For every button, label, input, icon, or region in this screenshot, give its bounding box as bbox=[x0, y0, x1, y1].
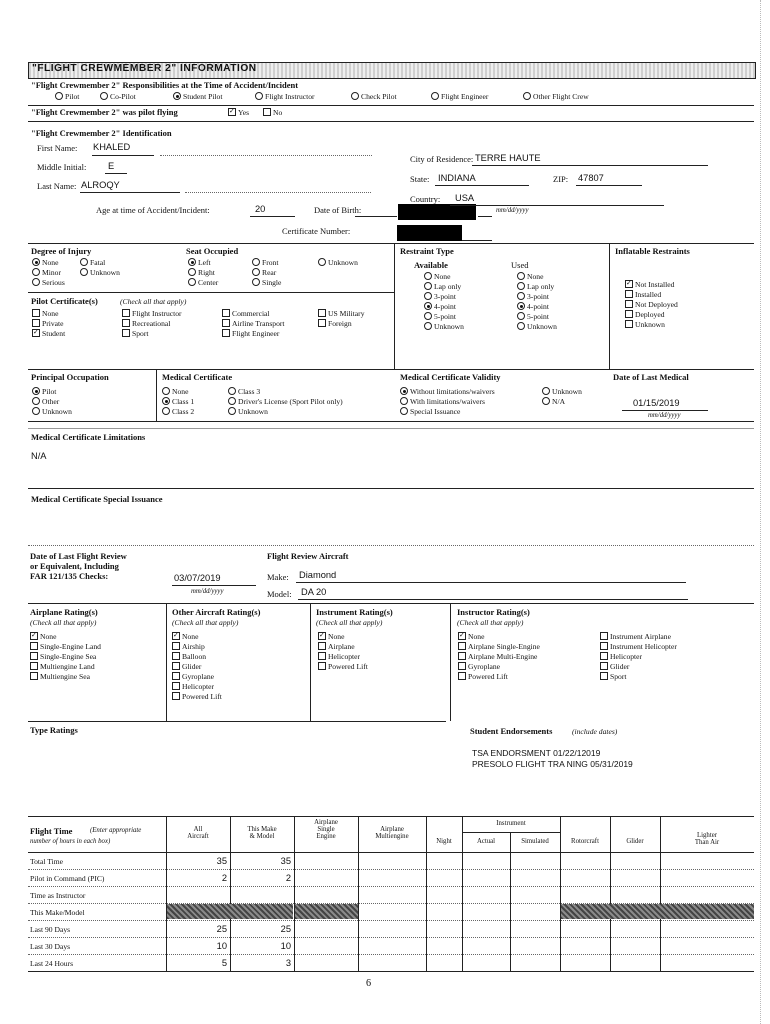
col-night: Night bbox=[436, 838, 452, 845]
col-lighter-than-air-2: Than Air bbox=[694, 839, 720, 846]
radio-injury-none[interactable] bbox=[32, 258, 40, 266]
radio-medical-unknown[interactable] bbox=[228, 407, 236, 415]
responsibilities-title: "Flight Crewmember 2" Responsibilities at the Time of Accident/Incident bbox=[31, 80, 299, 90]
radio-flight-engineer[interactable] bbox=[431, 92, 439, 100]
page-title: "FLIGHT CREWMEMBER 2" INFORMATION bbox=[32, 63, 257, 74]
checkbox-other-airship[interactable] bbox=[172, 642, 180, 650]
page-number: 6 bbox=[366, 978, 372, 989]
instrument-rating-note: (Check all that apply) bbox=[316, 618, 383, 627]
checkbox-instrument-helicopter[interactable] bbox=[318, 652, 326, 660]
radio-medical-class3[interactable] bbox=[228, 387, 236, 395]
radio-validity-na[interactable] bbox=[542, 397, 550, 405]
col-this-make: This Make bbox=[247, 826, 277, 833]
radio-seat-right[interactable] bbox=[188, 268, 196, 276]
pilot-cert-note: (Check all that apply) bbox=[120, 297, 187, 306]
checkbox-inflatable-deployed[interactable] bbox=[625, 310, 633, 318]
cell-90-make[interactable]: 25 bbox=[280, 924, 291, 934]
radio-used-5pt[interactable] bbox=[517, 312, 525, 320]
instructor-rating-title: Instructor Rating(s) bbox=[457, 607, 530, 617]
checkbox-other-none[interactable] bbox=[172, 632, 180, 640]
col-simulated: Simulated bbox=[521, 838, 549, 845]
col-airplane-single-3: Engine bbox=[316, 833, 336, 840]
radio-check-pilot[interactable] bbox=[351, 92, 359, 100]
endorsement-line-1[interactable]: TSA ENDORSMENT 01/22/12019 bbox=[472, 748, 601, 758]
flight-time-note: (Enter appropriate bbox=[90, 827, 142, 834]
cell-total-make[interactable]: 35 bbox=[280, 856, 291, 866]
endorsements-note: (include dates) bbox=[572, 727, 618, 736]
checkbox-inflatable-installed[interactable] bbox=[625, 290, 633, 298]
checkbox-other-powered-lift[interactable] bbox=[172, 692, 180, 700]
certificate-label: Certificate Number: bbox=[282, 226, 351, 236]
cell-pic-all[interactable]: 2 bbox=[221, 873, 227, 883]
col-glider: Glider bbox=[626, 838, 644, 845]
checkbox-other-balloon[interactable] bbox=[172, 652, 180, 660]
radio-flight-instructor[interactable] bbox=[255, 92, 263, 100]
radio-avail-4pt[interactable] bbox=[424, 302, 432, 310]
first-name-field[interactable]: KHALED bbox=[93, 142, 131, 152]
checkbox-instrument-none[interactable] bbox=[318, 632, 326, 640]
type-ratings-title: Type Ratings bbox=[30, 725, 78, 735]
radio-seat-front[interactable] bbox=[252, 258, 260, 266]
cell-pic-make[interactable]: 2 bbox=[285, 873, 291, 883]
checkbox-instructor-helicopter[interactable] bbox=[600, 652, 608, 660]
last-name-field[interactable]: ALROQY bbox=[81, 180, 120, 190]
radio-used-4pt[interactable] bbox=[517, 302, 525, 310]
col-rotorcraft: Rotorcraft bbox=[571, 838, 599, 845]
limitations-title: Medical Certificate Limitations bbox=[31, 432, 146, 442]
checkbox-airplane-ses[interactable] bbox=[30, 652, 38, 660]
airplane-rating-note: (Check all that apply) bbox=[30, 618, 97, 627]
radio-avail-5pt[interactable] bbox=[424, 312, 432, 320]
radio-used-3pt[interactable] bbox=[517, 292, 525, 300]
scan-edge bbox=[760, 0, 761, 1024]
radio-validity-with[interactable] bbox=[400, 397, 408, 405]
radio-injury-serious[interactable] bbox=[32, 278, 40, 286]
cell-90-all[interactable]: 25 bbox=[216, 924, 227, 934]
injury-title: Degree of Injury bbox=[31, 246, 92, 256]
checkbox-cert-flight-instructor[interactable] bbox=[122, 309, 130, 317]
first-name-label: First Name: bbox=[37, 143, 78, 153]
checkbox-cert-sport[interactable] bbox=[122, 329, 130, 337]
radio-avail-none[interactable] bbox=[424, 272, 432, 280]
middle-initial-label: Middle Initial: bbox=[37, 162, 87, 172]
cell-30-all[interactable]: 10 bbox=[216, 941, 227, 951]
radio-used-unknown[interactable] bbox=[517, 322, 525, 330]
seat-title: Seat Occupied bbox=[186, 246, 239, 256]
radio-medical-class1[interactable] bbox=[162, 397, 170, 405]
radio-avail-3pt[interactable] bbox=[424, 292, 432, 300]
checkbox-instrument-airplane[interactable] bbox=[318, 642, 326, 650]
radio-avail-lap[interactable] bbox=[424, 282, 432, 290]
checkbox-airplane-sel[interactable] bbox=[30, 642, 38, 650]
radio-injury-minor[interactable] bbox=[32, 268, 40, 276]
checkbox-cert-none[interactable] bbox=[32, 309, 40, 317]
cell-30-make[interactable]: 10 bbox=[280, 941, 291, 951]
checkbox-instructor-ase[interactable] bbox=[458, 642, 466, 650]
last-medical-format: mm/dd/yyyy bbox=[648, 412, 681, 419]
checkbox-other-gyroplane[interactable] bbox=[172, 672, 180, 680]
last-name-label: Last Name: bbox=[37, 181, 77, 191]
row-last-30-days: Last 30 Days bbox=[30, 942, 71, 951]
radio-injury-unknown[interactable] bbox=[80, 268, 88, 276]
col-all-aircraft: All bbox=[193, 826, 203, 833]
radio-used-lap[interactable] bbox=[517, 282, 525, 290]
cell-24-make[interactable]: 3 bbox=[285, 958, 291, 968]
middle-initial-field[interactable]: E bbox=[108, 161, 115, 171]
checkbox-cert-student[interactable] bbox=[32, 329, 40, 337]
radio-validity-without[interactable] bbox=[400, 387, 408, 395]
other-rating-note: (Check all that apply) bbox=[172, 618, 239, 627]
radio-occupation-unknown[interactable] bbox=[32, 407, 40, 415]
checkbox-cert-private[interactable] bbox=[32, 319, 40, 327]
identification-title: "Flight Crewmember 2" Identification bbox=[31, 128, 172, 138]
checkbox-cert-recreational[interactable] bbox=[122, 319, 130, 327]
airplane-rating-title: Airplane Rating(s) bbox=[30, 607, 98, 617]
checkbox-inflatable-not-deployed[interactable] bbox=[625, 300, 633, 308]
col-this-make-2: & Model bbox=[249, 833, 275, 840]
dob-label: Date of Birth: bbox=[314, 205, 362, 215]
state-label: State: bbox=[410, 174, 430, 184]
model-label: Model: bbox=[267, 589, 292, 599]
endorsements-title: Student Endorsements bbox=[470, 726, 553, 736]
checkbox-instructor-sport[interactable] bbox=[600, 672, 608, 680]
checkbox-airplane-mes[interactable] bbox=[30, 672, 38, 680]
zip-label: ZIP: bbox=[553, 174, 569, 184]
checkbox-other-helicopter[interactable] bbox=[172, 682, 180, 690]
row-last-24-hours: Last 24 Hours bbox=[30, 959, 74, 968]
flight-review-title-2: or Equivalent, Including bbox=[30, 561, 119, 571]
radio-pilot[interactable] bbox=[55, 92, 63, 100]
checkbox-instructor-none[interactable] bbox=[458, 632, 466, 640]
instrument-rating-title: Instrument Rating(s) bbox=[316, 607, 393, 617]
occupation-title: Principal Occupation bbox=[31, 372, 109, 382]
checkbox-cert-foreign[interactable] bbox=[318, 319, 326, 327]
col-airplane-multi: Airplane bbox=[380, 826, 404, 833]
radio-occupation-pilot[interactable] bbox=[32, 387, 40, 395]
age-field[interactable]: 20 bbox=[255, 204, 266, 214]
radio-used-none[interactable] bbox=[517, 272, 525, 280]
checkbox-inflatable-unknown[interactable] bbox=[625, 320, 633, 328]
radio-medical-none[interactable] bbox=[162, 387, 170, 395]
endorsement-line-2[interactable]: PRESOLO FLIGHT TRA NING 05/31/2019 bbox=[472, 759, 633, 769]
radio-medical-drivers-license[interactable] bbox=[228, 397, 236, 405]
flight-review-title-3: FAR 121/135 Checks: bbox=[30, 571, 109, 581]
special-issuance-title: Medical Certificate Special Issuance bbox=[31, 494, 163, 504]
dob-format: mm/dd/yyyy bbox=[496, 207, 529, 214]
state-field[interactable]: INDIANA bbox=[438, 173, 476, 183]
flight-time-note-2: number of hours in each box) bbox=[30, 838, 111, 845]
country-field[interactable]: USA bbox=[455, 193, 475, 203]
radio-seat-unknown[interactable] bbox=[318, 258, 326, 266]
checkbox-cert-flight-engineer[interactable] bbox=[222, 329, 230, 337]
city-field[interactable]: TERRE HAUTE bbox=[475, 153, 541, 163]
radio-injury-fatal[interactable] bbox=[80, 258, 88, 266]
checkbox-inflatable-not-installed[interactable] bbox=[625, 280, 633, 288]
checkbox-cert-us-military[interactable] bbox=[318, 309, 326, 317]
row-last-90-days: Last 90 Days bbox=[30, 925, 71, 934]
checkbox-instructor-ame[interactable] bbox=[458, 652, 466, 660]
row-this-make-model: This Make/Model bbox=[30, 908, 85, 917]
radio-seat-rear[interactable] bbox=[252, 268, 260, 276]
col-actual: Actual bbox=[476, 838, 496, 845]
checkbox-pilot-flying-yes[interactable] bbox=[228, 108, 236, 116]
age-label: Age at time of Accident/Incident: bbox=[96, 205, 210, 215]
restraint-used-heading: Used bbox=[511, 260, 529, 270]
inflatable-title: Inflatable Restraints bbox=[615, 246, 690, 256]
redacted-dob bbox=[398, 204, 476, 220]
radio-student-pilot[interactable] bbox=[173, 92, 181, 100]
checkbox-instructor-powered-lift[interactable] bbox=[458, 672, 466, 680]
col-airplane-single-2: Single bbox=[317, 826, 335, 833]
last-medical-date[interactable]: 01/15/2019 bbox=[633, 398, 680, 408]
pilot-flying-label: "Flight Crewmember 2" was pilot flying bbox=[31, 107, 178, 117]
cell-24-all[interactable]: 5 bbox=[221, 958, 227, 968]
checkbox-pilot-flying-no[interactable] bbox=[263, 108, 271, 116]
radio-other-crew[interactable] bbox=[523, 92, 531, 100]
restraint-available-heading: Available bbox=[414, 260, 448, 270]
radio-validity-special[interactable] bbox=[400, 407, 408, 415]
checkbox-airplane-mel[interactable] bbox=[30, 662, 38, 670]
flight-review-title: Date of Last Flight Review bbox=[30, 551, 127, 561]
col-airplane-multi-2: Multiengine bbox=[375, 833, 409, 840]
row-time-as-instructor: Time as Instructor bbox=[30, 891, 86, 900]
model-field[interactable]: DA 20 bbox=[301, 587, 327, 597]
col-instrument: Instrument bbox=[496, 820, 526, 827]
instructor-rating-note: (Check all that apply) bbox=[457, 618, 524, 627]
make-label: Make: bbox=[267, 572, 289, 582]
shaded-cells-3 bbox=[561, 904, 754, 919]
checkbox-instructor-instrument-airplane[interactable] bbox=[600, 632, 608, 640]
radio-occupation-other[interactable] bbox=[32, 397, 40, 405]
col-airplane-single: Airplane bbox=[314, 819, 338, 826]
flight-review-aircraft-title: Flight Review Aircraft bbox=[267, 551, 349, 561]
checkbox-cert-airline-transport[interactable] bbox=[222, 319, 230, 327]
country-label: Country: bbox=[410, 194, 441, 204]
flight-time-title: Flight Time bbox=[30, 826, 73, 836]
limitations-value[interactable]: N/A bbox=[31, 451, 47, 461]
radio-copilot[interactable] bbox=[100, 92, 108, 100]
col-lighter-than-air: Lighter bbox=[696, 832, 717, 839]
city-label: City of Residence: bbox=[410, 154, 474, 164]
radio-avail-unknown[interactable] bbox=[424, 322, 432, 330]
checkbox-other-glider[interactable] bbox=[172, 662, 180, 670]
checkbox-instructor-instrument-helicopter[interactable] bbox=[600, 642, 608, 650]
row-total-time: Total Time bbox=[30, 857, 64, 866]
restraint-title: Restraint Type bbox=[400, 246, 454, 256]
checkbox-airplane-none[interactable] bbox=[30, 632, 38, 640]
pilot-cert-title: Pilot Certificate(s) bbox=[31, 296, 98, 306]
zip-field[interactable]: 47807 bbox=[578, 173, 604, 183]
medical-title: Medical Certificate bbox=[162, 372, 233, 382]
row-pic: Pilot in Command (PIC) bbox=[30, 874, 105, 883]
shaded-cells bbox=[167, 904, 293, 919]
checkbox-instructor-glider[interactable] bbox=[600, 662, 608, 670]
flight-review-format: mm/dd/yyyy bbox=[191, 588, 224, 595]
radio-seat-center[interactable] bbox=[188, 278, 196, 286]
validity-title: Medical Certificate Validity bbox=[400, 372, 501, 382]
last-medical-title: Date of Last Medical bbox=[613, 372, 689, 382]
flight-review-date[interactable]: 03/07/2019 bbox=[174, 573, 221, 583]
other-rating-title: Other Aircraft Rating(s) bbox=[172, 607, 261, 617]
radio-medical-class2[interactable] bbox=[162, 407, 170, 415]
checkbox-instructor-gyroplane[interactable] bbox=[458, 662, 466, 670]
shaded-cells-2 bbox=[295, 904, 358, 919]
radio-seat-single[interactable] bbox=[252, 278, 260, 286]
make-field[interactable]: Diamond bbox=[299, 570, 337, 580]
checkbox-instrument-powered-lift[interactable] bbox=[318, 662, 326, 670]
radio-validity-unknown[interactable] bbox=[542, 387, 550, 395]
checkbox-cert-commercial[interactable] bbox=[222, 309, 230, 317]
col-all-aircraft-2: Aircraft bbox=[187, 833, 209, 840]
cell-total-all[interactable]: 35 bbox=[216, 856, 227, 866]
redacted-certificate bbox=[397, 225, 462, 241]
radio-seat-left[interactable] bbox=[188, 258, 196, 266]
